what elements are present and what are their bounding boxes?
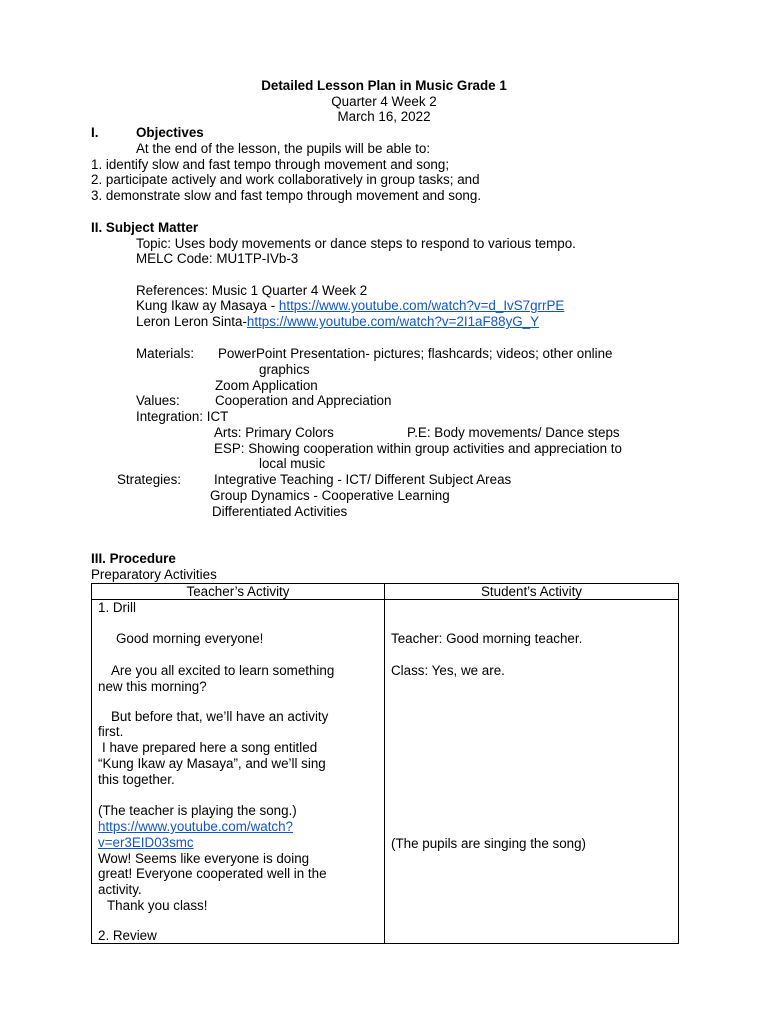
- materials-label: Materials:: [136, 346, 195, 361]
- teacher-song-2: “Kung Ikaw ay Masaya”, and we’ll sing: [98, 756, 326, 771]
- teacher-before-1: But before that, we’ll have an activity: [111, 709, 329, 724]
- objective-item-3: 3. demonstrate slow and fast tempo through movement and song.: [91, 188, 482, 203]
- table-row: [92, 600, 679, 944]
- procedure-table: [91, 583, 679, 944]
- integration-esp-2: local music: [259, 456, 326, 471]
- song-link-line-1[interactable]: https://www.youtube.com/watch?: [98, 819, 294, 834]
- teacher-activity-cell: [92, 600, 385, 944]
- integration-pe: P.E: Body movements/ Dance steps: [407, 425, 620, 440]
- procedure-heading: III. Procedure: [91, 551, 176, 566]
- teacher-wow-2: great! Everyone cooperated well in the: [98, 866, 327, 881]
- values-text: Cooperation and Appreciation: [215, 393, 392, 408]
- document-title: Detailed Lesson Plan in Music Grade 1: [261, 78, 507, 93]
- strategy-1: Integrative Teaching - ICT/ Different Subject Areas: [214, 472, 512, 487]
- references-line: References: Music 1 Quarter 4 Week 2: [136, 283, 368, 298]
- strategy-3: Differentiated Activities: [212, 504, 348, 519]
- objectives-heading: Objectives: [136, 125, 204, 140]
- teacher-greeting: Good morning everyone!: [116, 631, 264, 646]
- review-label: 2. Review: [98, 928, 157, 943]
- objective-item-2: 2. participate actively and work collaboratively in group tasks; and: [91, 172, 480, 187]
- objectives-intro: At the end of the lesson, the pupils will be able to:: [136, 141, 431, 156]
- table-header-row: [92, 584, 679, 600]
- student-reply-1: Teacher: Good morning teacher.: [391, 631, 583, 646]
- reference-1-link[interactable]: https://www.youtube.com/watch?v=d_IvS7grrPE: [278, 298, 565, 313]
- melc-code: MELC Code: MU1TP-IVb-3: [136, 251, 299, 266]
- song-link-line-2[interactable]: v=er3EID03smc: [98, 835, 194, 850]
- teacher-wow-1: Wow! Seems like everyone is doing: [98, 851, 310, 866]
- student-reply-2: Class: Yes, we are.: [391, 663, 505, 678]
- materials-line-1: PowerPoint Presentation- pictures; flashcards; videos; other online: [218, 346, 613, 361]
- quarter-week: Quarter 4 Week 2: [331, 94, 437, 109]
- reference-2: [136, 314, 539, 330]
- reference-1: [136, 298, 564, 314]
- subject-matter-heading: II. Subject Matter: [91, 220, 199, 235]
- teacher-song-3: this together.: [98, 772, 175, 787]
- teacher-before-2: first.: [98, 724, 124, 739]
- integration-line: Integration: ICT: [136, 409, 229, 424]
- reference-2-label: Leron Leron Sinta-: [136, 314, 247, 329]
- teacher-thanks: Thank you class!: [107, 898, 208, 913]
- student-reply-3: (The pupils are singing the song): [391, 836, 587, 851]
- student-activity-cell: [385, 600, 679, 944]
- values-label: Values:: [136, 393, 180, 408]
- lesson-date: March 16, 2022: [337, 109, 431, 124]
- teacher-song-1: I have prepared here a song entitled: [102, 740, 318, 755]
- teacher-excited-2: new this morning?: [98, 679, 207, 694]
- preparatory-activities: Preparatory Activities: [91, 567, 217, 582]
- objectives-numeral: I.: [91, 125, 99, 140]
- column-header-teacher: Teacher’s Activity: [92, 584, 385, 600]
- materials-line-3: Zoom Application: [215, 378, 318, 393]
- integration-arts: Arts: Primary Colors: [214, 425, 334, 440]
- topic-line: Topic: Uses body movements or dance steps to respond to various tempo.: [136, 236, 576, 251]
- integration-esp-1: ESP: Showing cooperation within group activities and appreciation to: [214, 441, 622, 456]
- reference-1-label: Kung Ikaw ay Masaya -: [136, 298, 279, 313]
- reference-2-link[interactable]: https://www.youtube.com/watch?v=2I1aF88yG_Y: [246, 314, 540, 329]
- teacher-wow-3: activity.: [98, 882, 142, 897]
- teacher-excited-1: Are you all excited to learn something: [111, 663, 335, 678]
- materials-line-2: graphics: [259, 362, 310, 377]
- teacher-playing: (The teacher is playing the song.): [98, 803, 297, 818]
- drill-label: 1. Drill: [98, 600, 136, 615]
- strategies-label: Strategies:: [117, 472, 182, 487]
- objective-item-1: 1. identify slow and fast tempo through movement and song;: [91, 157, 450, 172]
- column-header-student: Student’s Activity: [385, 584, 679, 600]
- strategy-2: Group Dynamics - Cooperative Learning: [210, 488, 450, 503]
